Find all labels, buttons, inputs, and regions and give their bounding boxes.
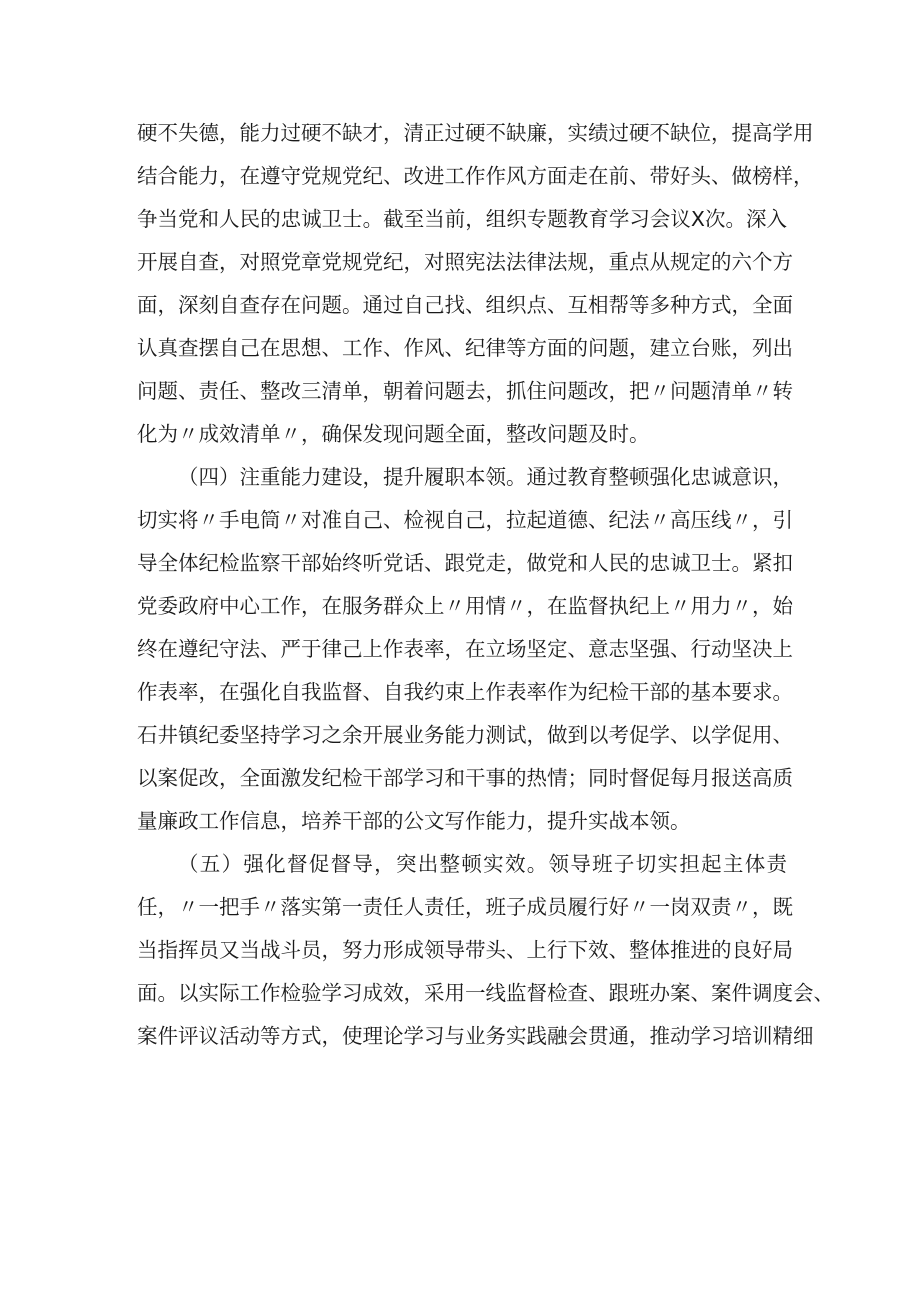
text-line: 量廉政工作信息，培养干部的公文写作能力，提升实战本领。 (137, 809, 691, 833)
text-line: 任，〃一把手〃落实第一责任人责任，班子成员履行好〃一岗双责〃，既 (137, 895, 793, 919)
text-line: 当指挥员又当战斗员，努力形成领导带头、上行下效、整体推进的良好局 (137, 938, 793, 962)
text-line: 以案促改，全面激发纪检干部学习和干事的热情；同时督促每月报送高质 (137, 766, 793, 790)
paragraph-section-four (137, 456, 793, 843)
paragraph-continued (137, 112, 814, 456)
section-heading-line: （五）强化督促督导，突出整顿实效。领导班子切实担起主体责 (178, 852, 787, 876)
text-line: 硬不失德，能力过硬不缺才，清正过硬不缺廉，实绩过硬不缺位，提高学用 (137, 121, 814, 145)
paragraph-section-five (137, 843, 834, 1058)
text-line: 终在遵纪守法、严于律己上作表率，在立场坚定、意志坚强、行动坚决上 (137, 637, 793, 661)
text-line: 导全体纪检监察干部始终听党话、跟党走，做党和人民的忠诚卫士。紧扣 (137, 551, 793, 575)
text-line: 化为〃成效清单〃，确保发现问题全面，整改问题及时。 (137, 422, 650, 446)
text-line: 开展自查，对照党章党规党纪，对照宪法法律法规，重点从规定的六个方 (137, 250, 793, 274)
text-line: 面，深刻自查存在问题。通过自己找、组织点、互相帮等多种方式，全面 (137, 293, 793, 317)
text-line: 党委政府中心工作，在服务群众上〃用情〃，在监督执纪上〃用力〃，始 (137, 594, 793, 618)
text-line: 面。以实际工作检验学习成效，采用一线监督检查、跟班办案、案件调度会、 (137, 981, 834, 1005)
text-line: 切实将〃手电筒〃对准自己、检视自己，拉起道德、纪法〃高压线〃，引 (137, 508, 793, 532)
text-line: 争当党和人民的忠诚卫士。截至当前，组织专题教育学习会议Ⅹ次。深入 (137, 207, 787, 231)
text-line: 结合能力，在遵守党规党纪、改进工作作风方面走在前、带好头、做榜样， (137, 164, 814, 188)
text-line: 问题、责任、整改三清单，朝着问题去，抓住问题改，把〃问题清单〃转 (137, 379, 793, 403)
section-heading-line: （四）注重能力建设，提升履职本领。通过教育整顿强化忠诚意识， (178, 465, 793, 489)
document-body (137, 112, 834, 1058)
text-line: 案件评议活动等方式，使理论学习与业务实践融会贯通，推动学习培训精细 (137, 1024, 814, 1048)
text-line: 石井镇纪委坚持学习之余开展业务能力测试，做到以考促学、以学促用、 (137, 723, 793, 747)
text-line: 认真查摆自己在思想、工作、作风、纪律等方面的问题，建立台账，列出 (137, 336, 793, 360)
text-line: 作表率，在强化自我监督、自我约束上作表率作为纪检干部的基本要求。 (137, 680, 793, 704)
